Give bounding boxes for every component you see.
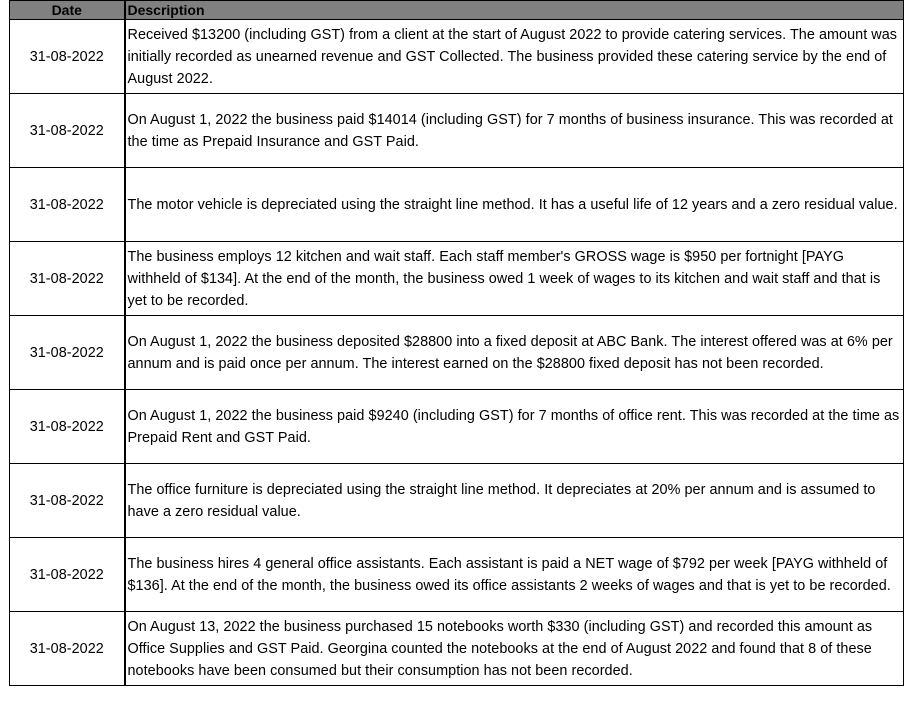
- table-row: [10, 390, 904, 464]
- description-cell[interactable]: On August 1, 2022 the business paid $14014 (including GST) for 7 months of business insurance. This was recorded at the time as Prepaid Insurance and GST Paid.: [125, 94, 904, 168]
- table-row: [10, 242, 904, 316]
- table-row: [10, 20, 904, 94]
- date-cell[interactable]: 31-08-2022: [10, 20, 125, 94]
- table-row: [10, 538, 904, 612]
- date-cell[interactable]: 31-08-2022: [10, 612, 125, 686]
- description-cell[interactable]: The motor vehicle is depreciated using the straight line method. It has a useful life of 12 years and a zero residual value.: [125, 168, 904, 242]
- date-cell[interactable]: 31-08-2022: [10, 94, 125, 168]
- date-cell[interactable]: 31-08-2022: [10, 390, 125, 464]
- description-cell[interactable]: The office furniture is depreciated using the straight line method. It depreciates at 20% per annum and is assumed to have a zero residual value.: [125, 464, 904, 538]
- description-column-header[interactable]: Description: [125, 1, 904, 20]
- table-row: [10, 168, 904, 242]
- spreadsheet-area: [9, 0, 903, 686]
- description-cell[interactable]: On August 1, 2022 the business deposited $28800 into a fixed deposit at ABC Bank. The interest offered was at 6% per annum and is paid once per annum. The interest earned on the $28800 fixed deposit has not been recorded.: [125, 316, 904, 390]
- table-row: [10, 316, 904, 390]
- description-cell[interactable]: The business hires 4 general office assistants. Each assistant is paid a NET wage of $792 per week [PAYG withheld of $136]. At the end of the month, the business owed its office assistants 2 weeks of wages and that is yet to be recorded.: [125, 538, 904, 612]
- description-cell[interactable]: The business employs 12 kitchen and wait staff. Each staff member's GROSS wage is $950 per fortnight [PAYG withheld of $134]. At the end of the month, the business owed 1 week of wages to its kitchen and wait staff and that is yet to be recorded.: [125, 242, 904, 316]
- adjustments-table: [9, 0, 904, 686]
- table-row: [10, 464, 904, 538]
- date-cell[interactable]: 31-08-2022: [10, 538, 125, 612]
- table-row: [10, 612, 904, 686]
- date-cell[interactable]: 31-08-2022: [10, 464, 125, 538]
- description-cell[interactable]: Received $13200 (including GST) from a client at the start of August 2022 to provide catering services. The amount was initially recorded as unearned revenue and GST Collected. The business provided these catering service by the end of August 2022.: [125, 20, 904, 94]
- date-cell[interactable]: 31-08-2022: [10, 168, 125, 242]
- header-row: [10, 1, 904, 20]
- date-cell[interactable]: 31-08-2022: [10, 316, 125, 390]
- description-cell[interactable]: On August 13, 2022 the business purchased 15 notebooks worth $330 (including GST) and recorded this amount as Office Supplies and GST Paid. Georgina counted the notebooks at the end of August 2022 and found that 8 of these notebooks have been consumed but their consumption has not been recorded.: [125, 612, 904, 686]
- date-cell[interactable]: 31-08-2022: [10, 242, 125, 316]
- date-column-header[interactable]: Date: [10, 1, 125, 20]
- table-row: [10, 94, 904, 168]
- description-cell[interactable]: On August 1, 2022 the business paid $9240 (including GST) for 7 months of office rent. This was recorded at the time as Prepaid Rent and GST Paid.: [125, 390, 904, 464]
